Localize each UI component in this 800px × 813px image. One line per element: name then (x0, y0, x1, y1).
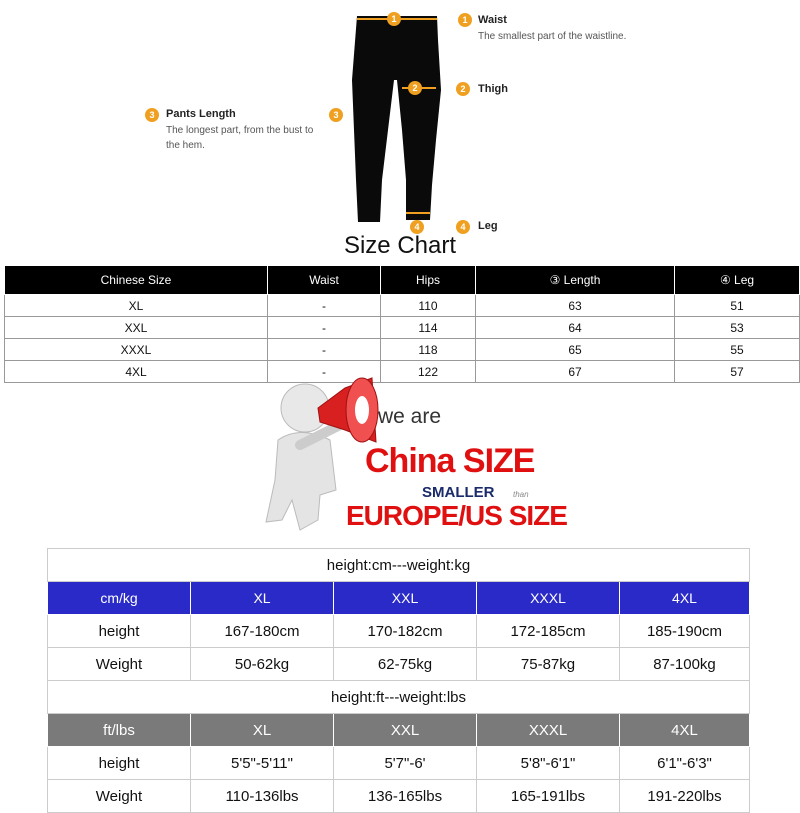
cell: 185-190cm (620, 615, 750, 648)
cell: 67 (476, 361, 675, 383)
cell: 75-87kg (477, 648, 620, 681)
header-waist: Waist (268, 266, 381, 295)
cell: XXXL (477, 582, 620, 615)
cell: 4XL (5, 361, 268, 383)
cell: 6'1"-6'3" (620, 747, 750, 780)
length-desc-line1: The longest part, from the bust to (166, 125, 314, 136)
table-row (48, 780, 750, 813)
cell: 110 (381, 295, 476, 317)
cell: 136-165lbs (334, 780, 477, 813)
cell: 167-180cm (191, 615, 334, 648)
imperial-caption: height:ft---weight:lbs (48, 681, 750, 714)
table-row (5, 317, 800, 339)
cell: 4XL (620, 714, 750, 747)
length-marker-badge: 3 (329, 108, 343, 122)
length-desc-line2: the hem. (166, 140, 205, 151)
cell: XXXL (5, 339, 268, 361)
cell: 62-75kg (334, 648, 477, 681)
table-row (48, 615, 750, 648)
waist-title: Waist (478, 14, 507, 26)
cell: 50-62kg (191, 648, 334, 681)
table-row (5, 339, 800, 361)
cell: 122 (381, 361, 476, 383)
waist-desc: The smallest part of the waistline. (478, 31, 627, 42)
cell: 87-100kg (620, 648, 750, 681)
cell: XXL (5, 317, 268, 339)
cell: 4XL (620, 582, 750, 615)
cell: - (268, 317, 381, 339)
cell: 64 (476, 317, 675, 339)
promo-europe-us-size: EUROPE/US SIZE (346, 500, 567, 531)
length-title: Pants Length (166, 108, 236, 120)
cell: 118 (381, 339, 476, 361)
size-chart-table (4, 265, 800, 383)
cell: XXXL (477, 714, 620, 747)
cell: Weight (48, 648, 191, 681)
metric-caption-row (48, 549, 750, 582)
thigh-marker-badge: 2 (408, 81, 422, 95)
leg-title: Leg (478, 220, 498, 232)
cell: height (48, 615, 191, 648)
cell: 172-185cm (477, 615, 620, 648)
cell: - (268, 295, 381, 317)
size-chart-title: Size Chart (343, 232, 457, 259)
cell: XL (191, 582, 334, 615)
header-length: ③ Length (476, 266, 675, 295)
cell: 63 (476, 295, 675, 317)
cell: XL (5, 295, 268, 317)
cell: - (268, 361, 381, 383)
cell: Weight (48, 780, 191, 813)
waist-marker-badge: 1 (387, 12, 401, 26)
imperial-header-row (48, 714, 750, 747)
cell: ft/lbs (48, 714, 191, 747)
promo-china-size: China SIZE (365, 442, 535, 480)
table-row (48, 747, 750, 780)
cell: 170-182cm (334, 615, 477, 648)
table-row (5, 295, 800, 317)
header-chinese-size: Chinese Size (5, 266, 268, 295)
cell: height (48, 747, 191, 780)
table-row (48, 648, 750, 681)
waist-badge: 1 (458, 13, 472, 27)
thigh-title: Thigh (478, 83, 508, 95)
metric-header-row (48, 582, 750, 615)
cell: 51 (675, 295, 800, 317)
leg-badge: 4 (456, 220, 470, 234)
pants-silhouette (352, 16, 441, 222)
pants-diagram (340, 10, 460, 235)
metric-caption: height:cm---weight:kg (48, 549, 750, 582)
cell: XXL (334, 582, 477, 615)
cell: 65 (476, 339, 675, 361)
cell: 165-191lbs (477, 780, 620, 813)
cell: 114 (381, 317, 476, 339)
size-table-header (5, 266, 800, 295)
cell: 191-220lbs (620, 780, 750, 813)
height-weight-table (47, 548, 750, 813)
promo-smaller: SMALLER (422, 484, 495, 501)
cell: - (268, 339, 381, 361)
cell: 110-136lbs (191, 780, 334, 813)
promo-we-are: we are (378, 405, 442, 428)
cell: 5'7"-6' (334, 747, 477, 780)
length-badge: 3 (145, 108, 159, 122)
imperial-caption-row (48, 681, 750, 714)
cell: 53 (675, 317, 800, 339)
cell: 57 (675, 361, 800, 383)
cell: 55 (675, 339, 800, 361)
cell: XXL (334, 714, 477, 747)
header-leg: ④ Leg (675, 266, 800, 295)
header-hips: Hips (381, 266, 476, 295)
cell: 5'5"-5'11" (191, 747, 334, 780)
leg-marker-badge: 4 (410, 220, 424, 234)
thigh-badge: 2 (456, 82, 470, 96)
promo-than: than (513, 490, 529, 499)
cell: XL (191, 714, 334, 747)
cell: 5'8"-6'1" (477, 747, 620, 780)
cell: cm/kg (48, 582, 191, 615)
